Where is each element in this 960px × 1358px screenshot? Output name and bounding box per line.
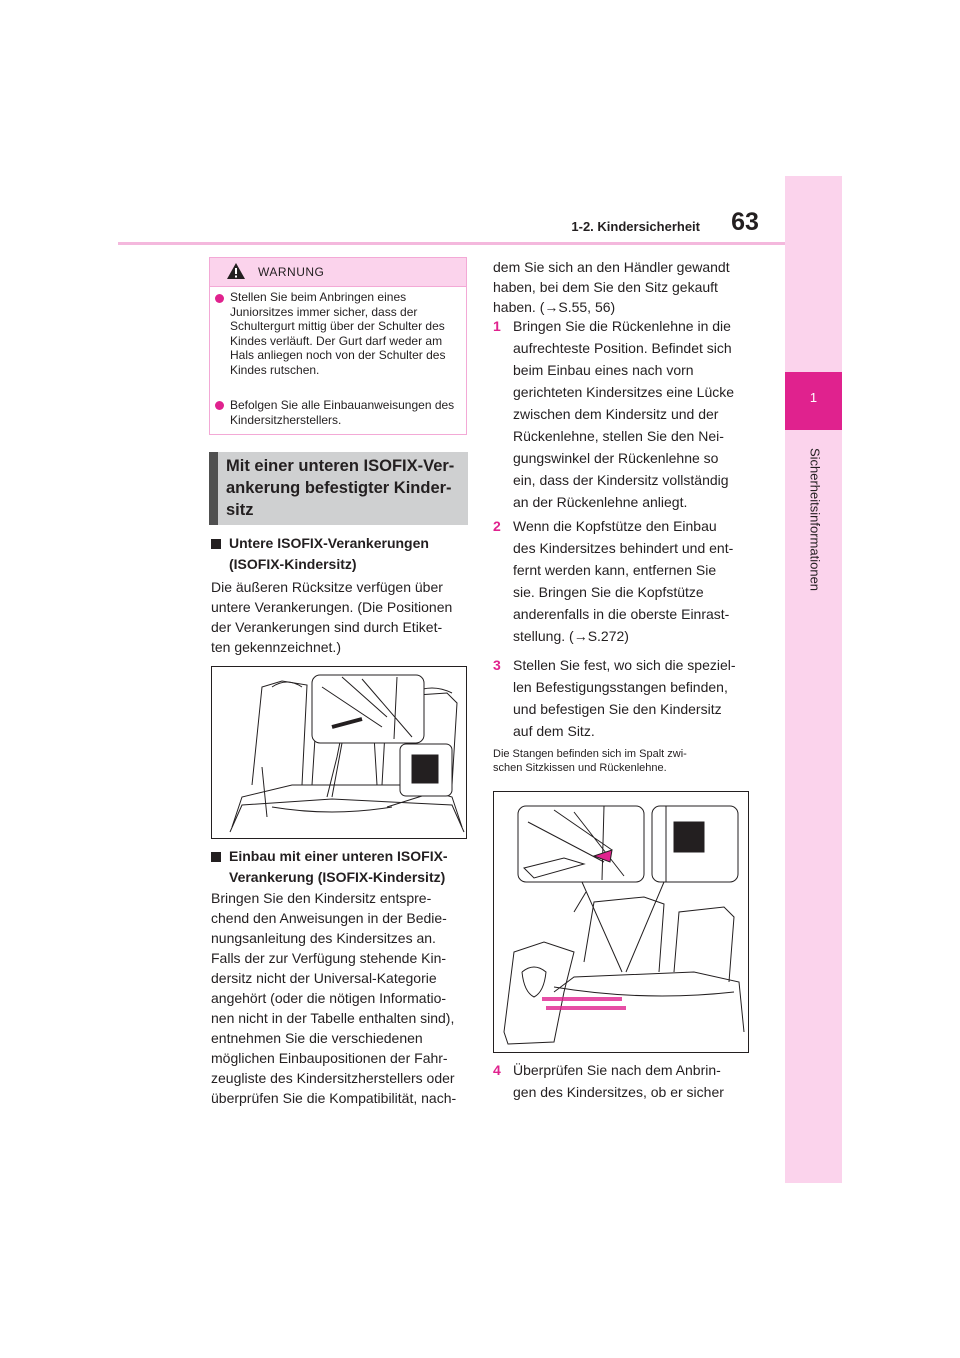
step-text: Bringen Sie die Rückenlehne in die aufrechteste Position. Befindet sich beim Einbau eines nach vorn gerichteten Kindersitzes eine Lücke zwischen dem Kindersitz und der Rückenlehne, stellen Sie den Nei- gungswinkel der Rückenlehne so ein, dass der Kindersitz vollständig an der Rückenlehne anliegt. <box>513 318 735 510</box>
install-subheading: Einbau mit einer unteren ISOFIX- Verankerung (ISOFIX-Kindersitz) <box>229 848 448 885</box>
continued-text: dem Sie sich an den Händler gewandt haben, bei dem Sie den Sitz gekauft haben. (→S.55, 56) <box>493 259 730 315</box>
isofix-anchor-illustration <box>211 666 467 839</box>
chapter-label: Sicherheitsinformationen <box>807 447 823 592</box>
warning-title: WARNUNG <box>258 265 325 279</box>
warning-header <box>210 258 466 287</box>
chapter-number: 1 <box>809 390 818 405</box>
page-number: 63 <box>731 208 759 236</box>
step-number: 4 <box>493 1062 501 1078</box>
child-seat-installation-illustration <box>493 791 749 1053</box>
warning-item: Befolgen Sie alle Einbauanweisungen des Kindersitzherstellers. <box>230 398 455 427</box>
warning-triangle-icon <box>226 262 246 280</box>
subheading-square-icon <box>211 852 221 862</box>
step-text: Stellen Sie fest, wo sich die speziel- len Befestigungsstangen befinden, und befestigen Sie den Kindersitz auf dem Sitz. <box>513 657 736 739</box>
section-heading: Mit einer unteren ISOFIX-Ver- ankerung befestigter Kinder- sitz <box>226 457 455 519</box>
step-number: 3 <box>493 657 501 673</box>
warning-item: Stellen Sie beim Anbringen eines Juniorsitzes immer sicher, dass der Schultergurt mittig über der Schulter des Kindes verläuft. Der Gurt darf weder am Hals anliegen noch von der Schulter des Kindes rutschen. <box>230 290 446 377</box>
anchors-text: Die äußeren Rücksitze verfügen über untere Verankerungen. (Die Positionen der Verankerungen sind durch Etiket- ten gekennzeichnet.) <box>211 579 453 655</box>
step-text: Überprüfen Sie nach dem Anbrin- gen des Kindersitzes, ob er sicher <box>513 1062 724 1100</box>
warning-bullet-icon <box>215 401 224 410</box>
anchors-subheading: Untere ISOFIX-Verankerungen (ISOFIX-Kindersitz) <box>229 535 429 572</box>
section-title: 1-2. Kindersicherheit <box>571 219 700 234</box>
subheading-square-icon <box>211 539 221 549</box>
step-text: Wenn die Kopfstütze den Einbau des Kindersitzes behindert und ent- fernt werden kann, entfernen Sie sie. Bringen Sie die Kopfstütze anderenfalls in die oberste Einrast- stellung. (→S.272) <box>513 518 734 644</box>
step-number: 1 <box>493 318 501 334</box>
section-heading-bar <box>209 452 218 525</box>
header-rule <box>118 242 785 245</box>
note-text: Die Stangen befinden sich im Spalt zwi- schen Sitzkissen und Rückenlehne. <box>493 748 687 774</box>
install-text: Bringen Sie den Kindersitz entspre- chend den Anweisungen in der Bedie- nungsanleitung des Kindersitzes an. Falls der zur Verfügung stehende Kin- dersitz nicht der Universal-Kategorie angehört (oder die nötigen Informatio- nen nicht in der Tabelle enthalten sind), entnehmen Sie die verschiedenen möglichen Einbaupositionen der Fahr- zeugliste des Kindersitzherstellers oder überprüfen Sie die Kompatibilität, nach- <box>211 890 457 1106</box>
step-number: 2 <box>493 518 501 534</box>
warning-bullet-icon <box>215 294 224 303</box>
chapter-side-tab <box>785 176 842 1183</box>
